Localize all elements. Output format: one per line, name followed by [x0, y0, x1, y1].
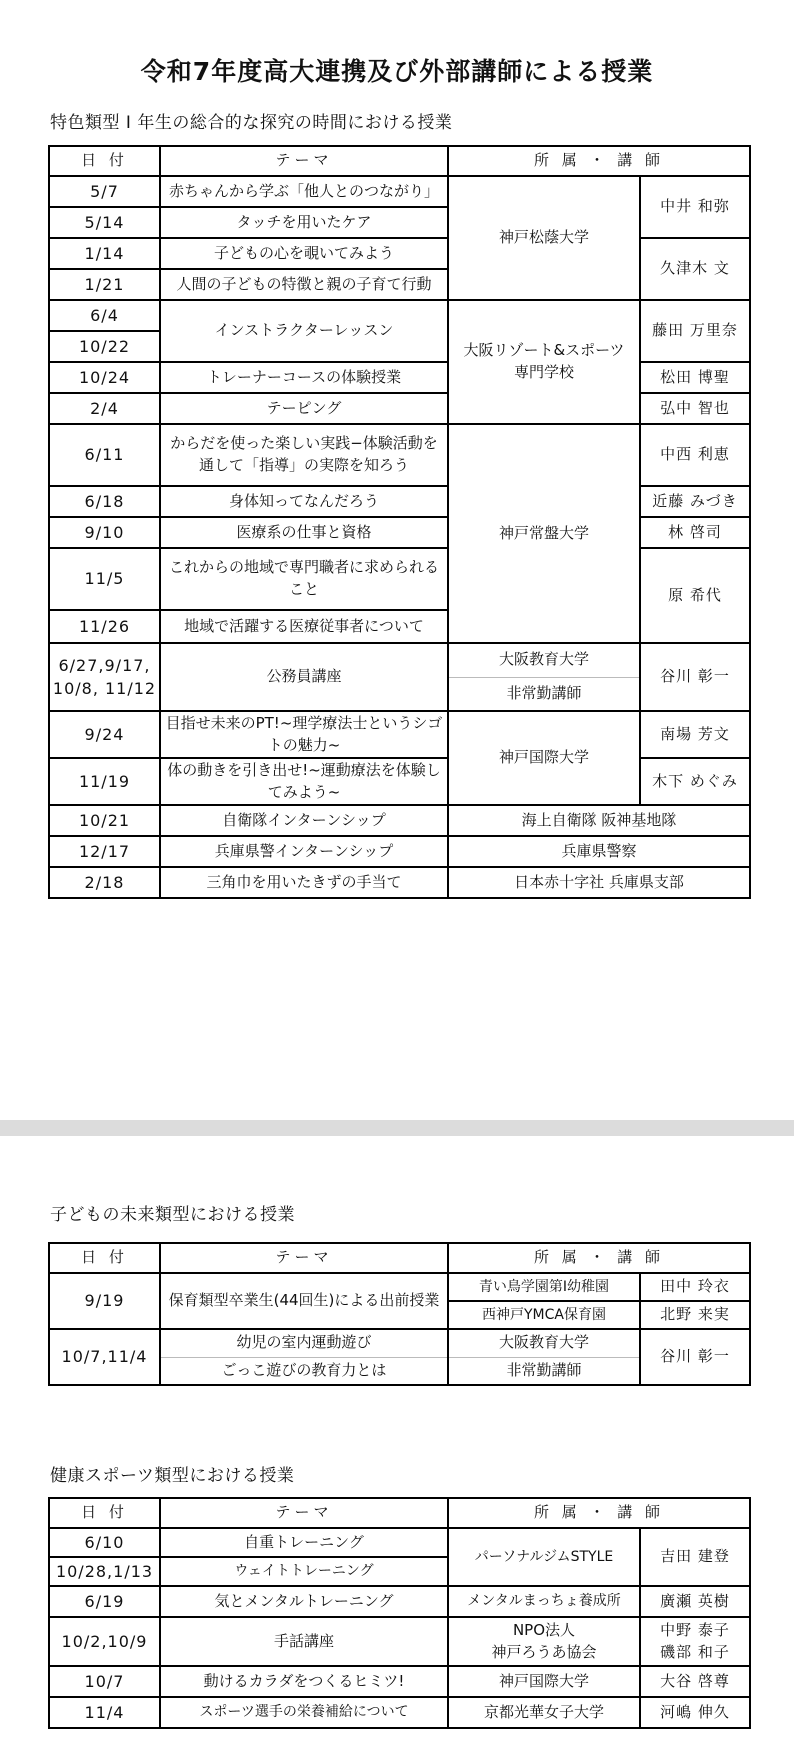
row-theme: 兵庫県警インターンシップ: [160, 836, 448, 867]
row-date: 1/14: [49, 238, 160, 269]
lecturer-line: 磯部 和子: [660, 1642, 730, 1661]
row-theme: 人間の子どもの特徴と親の子育て行動: [160, 269, 448, 300]
affiliation-cell: 大阪教育大学: [448, 643, 640, 677]
affiliation-cell: 兵庫県警察: [448, 836, 750, 867]
row-theme: スポーツ選手の栄養補給について: [160, 1697, 448, 1728]
lecturer-cell: 松田 博聖: [640, 362, 750, 393]
header-affiliation: 所 属 ・ 講 師: [448, 146, 750, 176]
section-title-kodomo: 子どもの未来類型における授業: [50, 1205, 295, 1225]
page-2: [0, 1136, 794, 1757]
row-theme: タッチを用いたケア: [160, 207, 448, 238]
affiliation-cell: 非常勤講師: [448, 1357, 640, 1385]
document-title: 令和7年度高大連携及び外部講師による授業: [140, 57, 654, 86]
affiliation-cell: 京都光華女子大学: [448, 1697, 640, 1728]
affiliation-cell: メンタルまっちょ養成所: [448, 1586, 640, 1617]
header-affiliation: 所 属 ・ 講 師: [448, 1498, 750, 1528]
row-date: 12/17: [49, 836, 160, 867]
row-date: 10/2,10/9: [49, 1617, 160, 1666]
lecturer-cell: 木下 めぐみ: [640, 758, 750, 805]
row-date: 10/24: [49, 362, 160, 393]
affiliation-line: 神戸ろうあ協会: [491, 1642, 597, 1661]
row-theme: 動けるカラダをつくるヒミツ!: [160, 1666, 448, 1697]
table-tokushoku: [48, 145, 751, 899]
row-theme: 公務員講座: [160, 643, 448, 711]
table-kodomo: [48, 1242, 751, 1386]
lecturer-cell: 谷川 彰一: [640, 643, 750, 711]
row-date: 6/11: [49, 424, 160, 486]
affiliation-cell: [448, 300, 640, 424]
row-theme: テーピング: [160, 393, 448, 424]
row-theme: 子どもの心を覗いてみよう: [160, 238, 448, 269]
lecturer-cell: 中井 和弥: [640, 176, 750, 238]
row-date: 5/14: [49, 207, 160, 238]
row-date: 6/27,9/17, 10/8, 11/12: [49, 643, 160, 711]
affiliation-line: NPO法人: [512, 1620, 576, 1639]
lecturer-cell: 谷川 彰一: [640, 1329, 750, 1385]
row-theme: 手話講座: [160, 1617, 448, 1666]
row-theme: 気とメンタルトレーニング: [160, 1586, 448, 1617]
affiliation-cell: 青い鳥学園第Ⅰ幼稚園: [448, 1273, 640, 1301]
row-date: 10/7: [49, 1666, 160, 1697]
header-date: 日 付: [49, 1243, 160, 1273]
lecturer-cell: 大谷 啓尊: [640, 1666, 750, 1697]
lecturer-cell: 吉田 建登: [640, 1528, 750, 1586]
row-date: 6/19: [49, 1586, 160, 1617]
lecturer-cell: 廣瀬 英樹: [640, 1586, 750, 1617]
row-date: 9/10: [49, 517, 160, 548]
header-date: 日 付: [49, 146, 160, 176]
section-title-kenko: 健康スポーツ類型における授業: [50, 1466, 295, 1486]
row-theme: トレーナーコースの体験授業: [160, 362, 448, 393]
row-date: 10/7,11/4: [49, 1329, 160, 1385]
lecturer-cell: 原 希代: [640, 548, 750, 643]
row-theme: 保育類型卒業生(44回生)による出前授業: [160, 1273, 448, 1329]
affiliation-cell: 神戸国際大学: [448, 1666, 640, 1697]
row-date: 11/19: [49, 758, 160, 805]
row-date: 10/21: [49, 805, 160, 836]
affiliation-cell: 神戸常盤大学: [448, 424, 640, 643]
affiliation-cell: 大阪教育大学: [448, 1329, 640, 1357]
row-date: 6/4: [49, 300, 160, 331]
lecturer-cell: 中西 利恵: [640, 424, 750, 486]
affiliation-line: 大阪リゾート&スポーツ: [463, 341, 625, 360]
table-kenko: [48, 1497, 751, 1729]
row-theme: 医療系の仕事と資格: [160, 517, 448, 548]
row-date: 5/7: [49, 176, 160, 207]
row-theme: 自衛隊インターンシップ: [160, 805, 448, 836]
row-theme: 幼児の室内運動遊び: [160, 1329, 448, 1357]
row-date: 11/5: [49, 548, 160, 610]
header-theme: テーマ: [160, 1243, 448, 1273]
section-title-tokushoku: 特色類型 Ⅰ 年生の総合的な探究の時間における授業: [50, 113, 453, 133]
lecturer-cell: 河嶋 伸久: [640, 1697, 750, 1728]
lecturer-cell: 南場 芳文: [640, 711, 750, 758]
row-theme: 地域で活躍する医療従事者について: [160, 610, 448, 643]
row-theme: ごっこ遊びの教育力とは: [160, 1357, 448, 1385]
header-date: 日 付: [49, 1498, 160, 1528]
row-theme: ウェイトトレーニング: [160, 1557, 448, 1586]
affiliation-cell: 海上自衛隊 阪神基地隊: [448, 805, 750, 836]
header-theme: テーマ: [160, 146, 448, 176]
row-date: 10/22: [49, 331, 160, 362]
row-theme: 体の動きを引き出せ!~運動療法を体験してみよう~: [160, 758, 448, 805]
row-date: 2/18: [49, 867, 160, 898]
lecturer-cell: 田中 玲衣: [640, 1273, 750, 1301]
lecturer-line: 中野 泰子: [660, 1620, 730, 1639]
affiliation-cell: 非常勤講師: [448, 677, 640, 711]
row-date: 9/19: [49, 1273, 160, 1329]
affiliation-cell: 日本赤十字社 兵庫県支部: [448, 867, 750, 898]
row-date: 10/28,1/13: [49, 1557, 160, 1586]
lecturer-cell: 北野 来実: [640, 1301, 750, 1329]
row-theme: インストラクターレッスン: [160, 300, 448, 362]
row-theme: これからの地域で専門職者に求められること: [160, 548, 448, 610]
lecturer-cell: 近藤 みづき: [640, 486, 750, 517]
affiliation-cell: 神戸国際大学: [448, 711, 640, 805]
row-theme: 三角巾を用いたきずの手当て: [160, 867, 448, 898]
affiliation-cell: 神戸松蔭大学: [448, 176, 640, 300]
lecturer-cell: 林 啓司: [640, 517, 750, 548]
row-date: 2/4: [49, 393, 160, 424]
header-affiliation: 所 属 ・ 講 師: [448, 1243, 750, 1273]
lecturer-cell: 弘中 智也: [640, 393, 750, 424]
lecturer-cell: 久津木 文: [640, 238, 750, 300]
row-date: 11/26: [49, 610, 160, 643]
row-theme: 目指せ未来のPT!~理学療法士というシゴトの魅力~: [160, 711, 448, 758]
row-theme: からだを使った楽しい実践−体験活動を通して「指導」の実際を知ろう: [160, 424, 448, 486]
lecturer-cell: [640, 1617, 750, 1666]
row-date: 6/18: [49, 486, 160, 517]
row-date: 11/4: [49, 1697, 160, 1728]
affiliation-line: 専門学校: [513, 363, 574, 381]
row-date: 6/10: [49, 1528, 160, 1557]
lecturer-cell: 藤田 万里奈: [640, 300, 750, 362]
row-date: 9/24: [49, 711, 160, 758]
affiliation-cell: [448, 1617, 640, 1666]
row-theme: 赤ちゃんから学ぶ「他人とのつながり」: [160, 176, 448, 207]
row-theme: 身体知ってなんだろう: [160, 486, 448, 517]
row-date: 1/21: [49, 269, 160, 300]
row-theme: 自重トレーニング: [160, 1528, 448, 1557]
header-theme: テーマ: [160, 1498, 448, 1528]
affiliation-cell: パーソナルジムSTYLE: [448, 1528, 640, 1586]
affiliation-cell: 西神戸YMCA保育園: [448, 1301, 640, 1329]
